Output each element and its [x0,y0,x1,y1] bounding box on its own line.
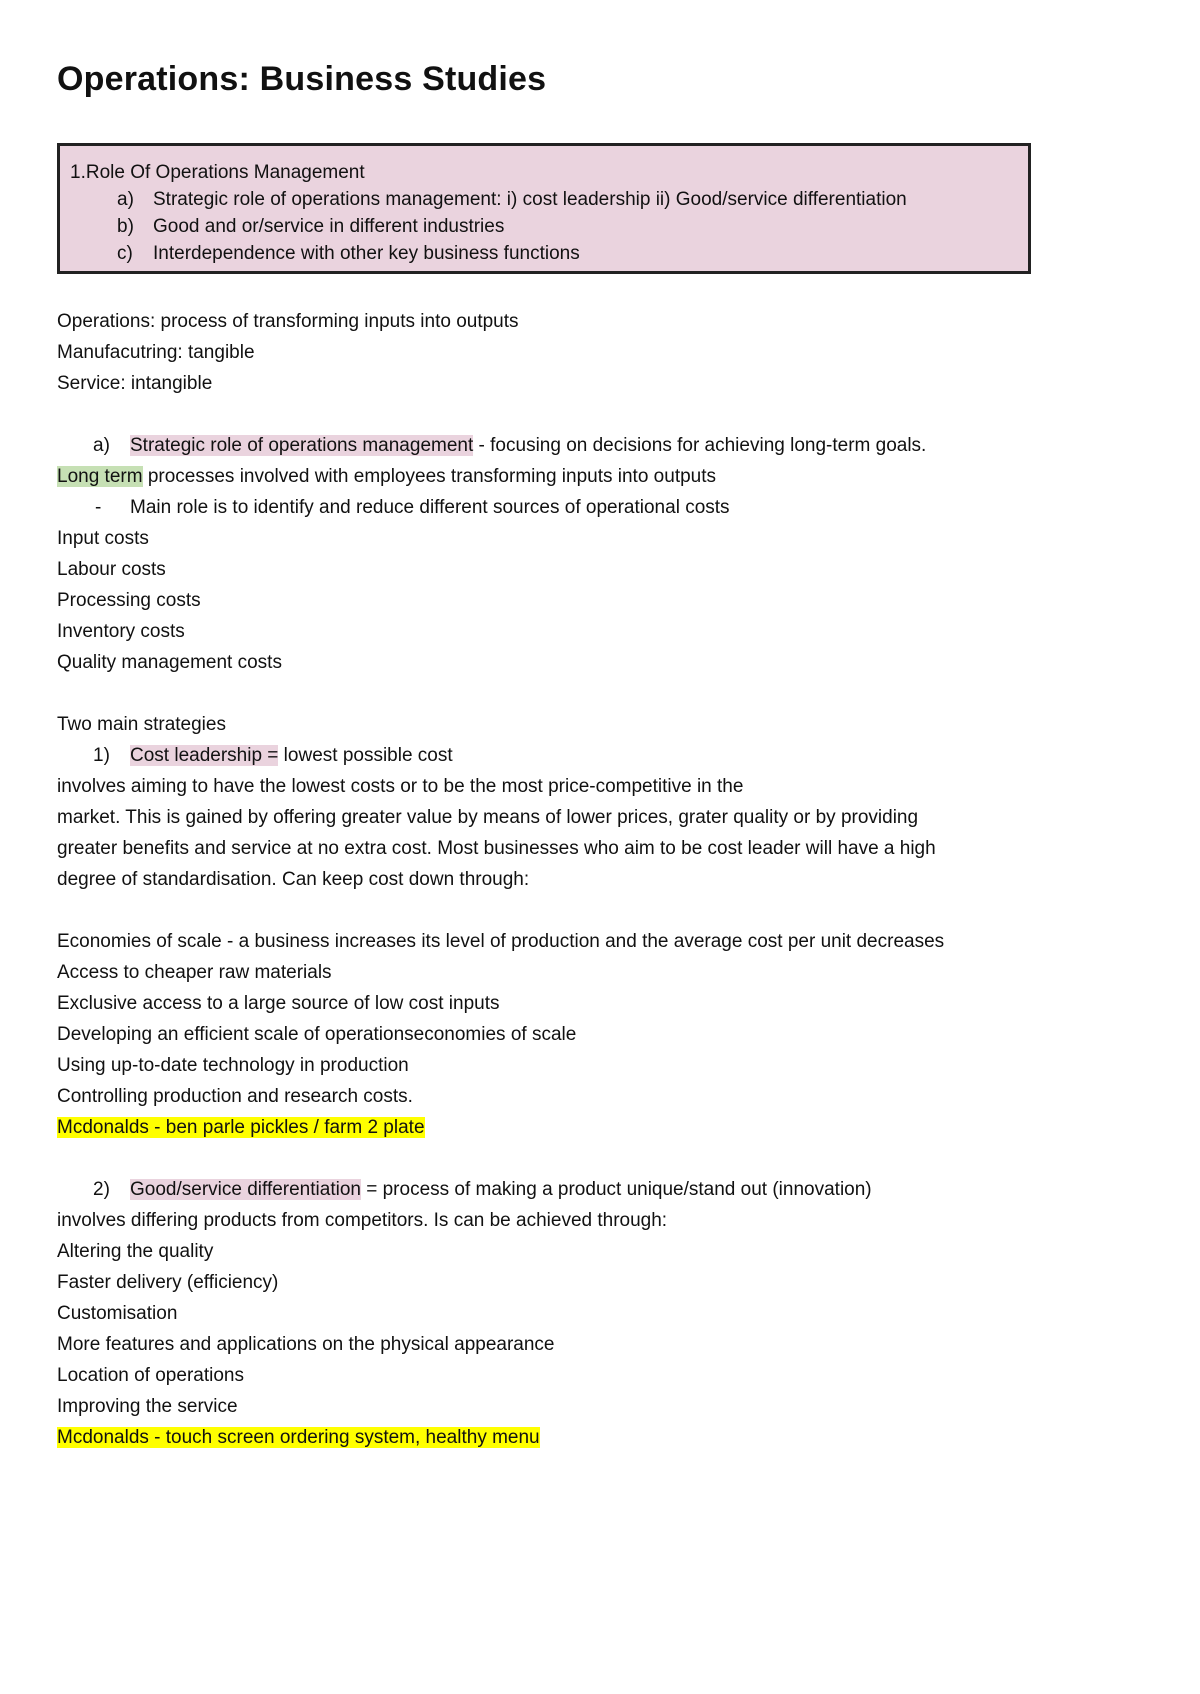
contents-item-text: Good and or/service in different industries [153,216,505,237]
section-a-heading: Strategic role of operations management [130,435,474,456]
longterm-line [57,461,716,492]
strategy1-example-line [57,1112,425,1143]
strategy1-para-line: greater benefits and service at no extra cost. Most businesses who aim to be cost leader will have a high [57,838,936,859]
strategy2-heading-rest: = process of making a product unique/stand out (innovation) [360,1179,872,1200]
strategy1-para-line: involves aiming to have the lowest costs or to be the most price-competitive in the [57,776,744,797]
section-a-marker: a) [93,435,110,456]
contents-item-marker: a) [117,189,134,210]
strategy1-list-item: Access to cheaper raw materials [57,962,332,983]
dash-marker: - [95,497,102,518]
strategy2-para: involves differing products from competitors. Is can be achieved through: [57,1210,668,1231]
strategy1-example: Mcdonalds - ben parle pickles / farm 2 plate [57,1117,425,1138]
strategies-heading: Two main strategies [57,714,226,735]
intro-line: Service: intangible [57,373,213,394]
strategy1-heading-line [57,740,453,771]
strategy1-list-item: Exclusive access to a large source of low cost inputs [57,993,500,1014]
strategy2-list-item: Customisation [57,1303,178,1324]
intro-line: Operations: process of transforming inputs into outputs [57,311,519,332]
strategy2-example-line [57,1422,540,1453]
strategy1-list-item: Using up-to-date technology in production [57,1055,409,1076]
strategy2-list-item: Altering the quality [57,1241,214,1262]
strategy2-heading-line [57,1174,872,1205]
cost-item: Quality management costs [57,652,282,673]
cost-item: Labour costs [57,559,166,580]
strategy2-list-item: Location of operations [57,1365,244,1386]
longterm-rest: processes involved with employees transforming inputs into outputs [142,466,717,487]
longterm-highlight: Long term [57,466,143,487]
page-title: Operations: Business Studies [57,60,547,98]
contents-item-marker: b) [117,216,134,237]
cost-item: Processing costs [57,590,201,611]
contents-box [57,143,1031,274]
contents-item [70,186,1028,213]
strategy2-list-item: More features and applications on the physical appearance [57,1334,555,1355]
strategy2-heading: Good/service differentiation [130,1179,361,1200]
strategy2-example: Mcdonalds - touch screen ordering system, healthy menu [57,1427,540,1448]
cost-item: Inventory costs [57,621,185,642]
dash-item [57,492,730,523]
strategy1-list-item: Developing an efficient scale of operationseconomies of scale [57,1024,577,1045]
strategy1-para-line: market. This is gained by offering greater value by means of lower prices, grater quality or by providing [57,807,919,828]
contents-item-text: Strategic role of operations management: i) cost leadership ii) Good/service differentiation [153,189,907,210]
strategy1-list-item: Controlling production and research costs. [57,1086,413,1107]
section-a-heading-line [57,430,926,461]
contents-item [70,240,1028,267]
strategy1-marker: 1) [93,745,110,766]
strategy1-list-item: Economies of scale - a business increases its level of production and the average cost per unit decreases [57,931,945,952]
cost-item: Input costs [57,528,149,549]
strategy1-heading: Cost leadership = [130,745,279,766]
contents-item-marker: c) [117,243,133,264]
strategy1-heading-rest: lowest possible cost [278,745,453,766]
intro-line: Manufacutring: tangible [57,342,255,363]
strategy2-list-item: Faster delivery (efficiency) [57,1272,279,1293]
strategy2-list-item: Improving the service [57,1396,238,1417]
dash-item-text: Main role is to identify and reduce different sources of operational costs [130,497,730,518]
strategy1-para-line: degree of standardisation. Can keep cost down through: [57,869,530,890]
contents-item [70,213,1028,240]
contents-heading: 1.Role Of Operations Management [70,162,365,183]
strategy2-marker: 2) [93,1179,110,1200]
section-a-heading-rest: - focusing on decisions for achieving long-term goals. [473,435,927,456]
contents-item-text: Interdependence with other key business functions [153,243,580,264]
